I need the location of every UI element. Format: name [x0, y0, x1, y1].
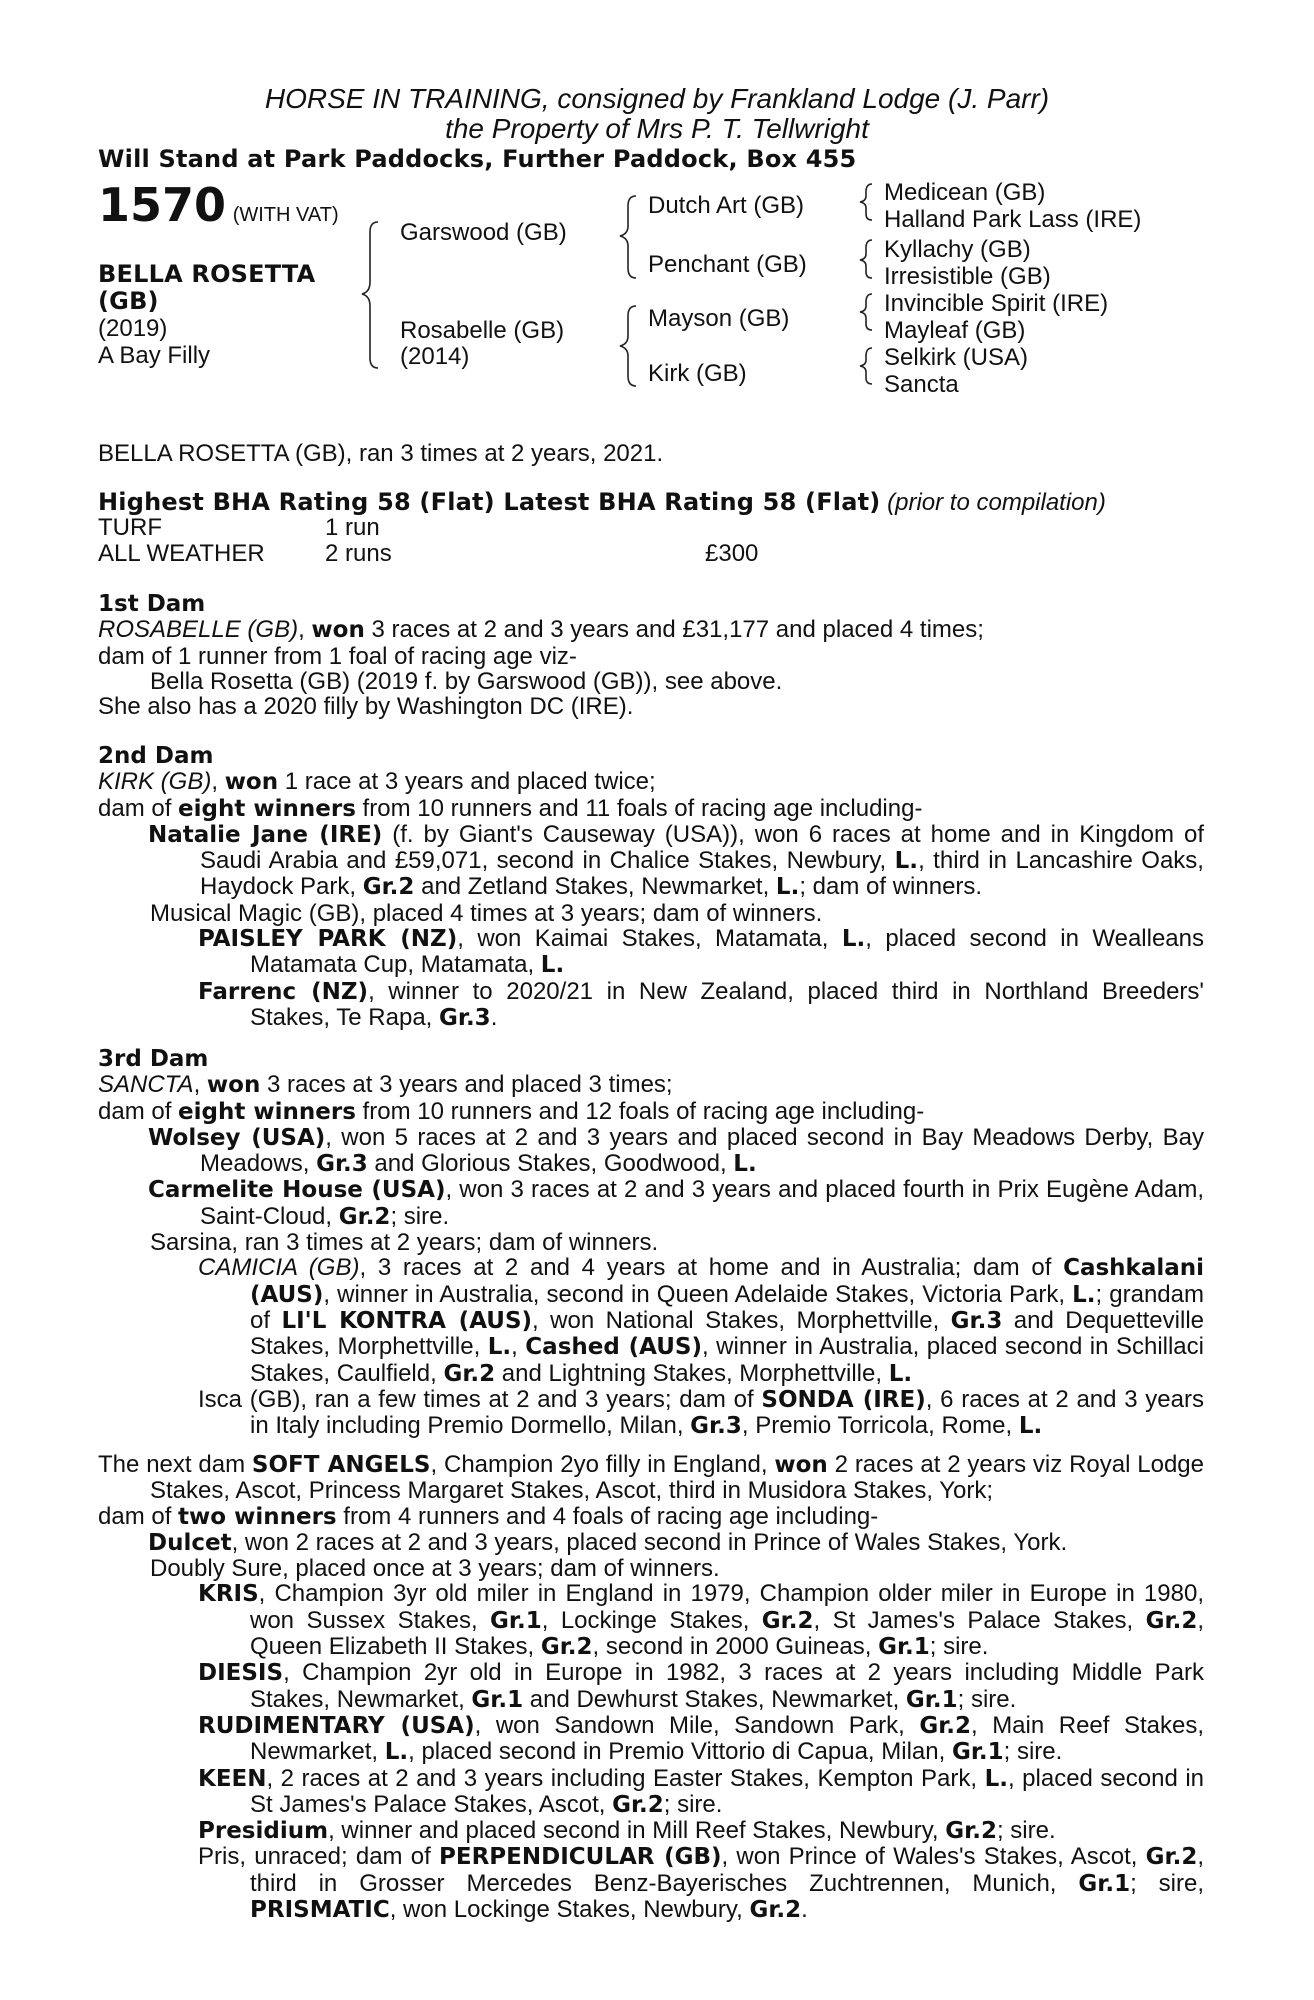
grade: L. — [894, 848, 919, 875]
third-dam-heading: 3rd Dam — [98, 1046, 209, 1072]
gg-sss: Medicean (GB) — [884, 179, 1046, 206]
grade: Gr.1 — [951, 1739, 1004, 1766]
won-label: won — [206, 1072, 261, 1099]
gg-dds: Selkirk (USA) — [884, 344, 1029, 371]
text: , won 2 races at 2 and 3 years, placed second in Prince of Wales Stakes, York. — [231, 1528, 1068, 1556]
winners-count: two winners — [178, 1503, 337, 1530]
grade: Gr.3 — [950, 1307, 1003, 1334]
grade: Gr.2 — [612, 1791, 664, 1818]
second-dam-section: 2nd Dam KIRK (GB), won 1 race at 3 years and placed twice; dam of eight winners from 10 runners and 11 foals of racing age including- Natalie Jane (IRE) (f. by Giant's Causeway (USA)), won 6 races at home and in Kingdom of Saudi Arabia and £59,071, second in Chalice Stakes, Newbury, L., third in Lancashire Oaks, Haydock Park, Gr.2 and Zetland Stakes, Newmarket, L.; dam of winners. Musical Magic (GB), placed 4 times at 3 years; dam of winners. PAISLEY PARK (NZ), won Kaimai Stakes, Matamata, L., placed second in Wealleans Matamata Cup, Matamata, L. Farrenc (NZ), winner to 2020/21 in New Zealand, placed third in Northland Breeders' Stakes, Te Rapa, Gr.3. — [98, 743, 1204, 1031]
grade: Gr.2 — [1145, 1844, 1198, 1871]
presidium-entry — [98, 1818, 1204, 1844]
horse-name: RUDIMENTARY (USA) — [198, 1712, 475, 1739]
grade: Gr.3 — [690, 1413, 742, 1440]
second-dam-heading: 2nd Dam — [98, 743, 214, 769]
dulcet-entry — [98, 1530, 1204, 1556]
horse-name: KRIS — [198, 1581, 259, 1608]
aw-prize: £300 — [705, 540, 759, 567]
text: . — [490, 1003, 498, 1031]
sire-dam: Penchant (GB) — [648, 251, 807, 278]
keen-entry — [98, 1766, 1204, 1819]
text: and Dequetteville Stakes, Morphettville, — [250, 1306, 1204, 1361]
grade: Gr.2 — [945, 1818, 997, 1845]
horse-name: KEEN — [198, 1765, 267, 1792]
text: ; sire. — [929, 1633, 989, 1661]
musical-magic-entry: Musical Magic (GB), placed 4 times at 3 years; dam of winners. — [150, 899, 823, 927]
wolsey-entry — [98, 1125, 1204, 1178]
gg-dsd: Mayleaf (GB) — [884, 317, 1026, 344]
won-label: won — [774, 1452, 828, 1478]
text: ; sire. — [1003, 1738, 1063, 1766]
horse-name: DIESIS — [198, 1660, 284, 1687]
dam-sire: Mayson (GB) — [648, 305, 790, 332]
doubly-sure-entry: Doubly Sure, placed once at 3 years; dam of winners. — [150, 1555, 720, 1583]
farrenc-entry — [98, 979, 1204, 1032]
third-dam-section: 3rd Dam SANCTA, won 3 races at 3 years and placed 3 times; dam of eight winners from 10 runners and 12 foals of racing age including- Wolsey (USA), won 5 races at 2 and 3 years and placed second in Bay Meadows Derby, Bay Meadows, Gr.3 and Glorious Stakes, Goodwood, L. Carmelite House (USA), won 3 races at 2 and 3 years and placed fourth in Prix Eugène Adam, Saint-Cloud, Gr.2; sire. Sarsina, ran 3 times at 2 years; dam of winners. CAMICIA (GB), 3 races at 2 and 4 years at home and in Australia; dam of Cashkalani (AUS), winner in Australia, second in Queen Adelaide Stakes, Victoria Park, L.; grandam of LI'L KONTRA (AUS), won National Stakes, Morphettville, Gr.3 and Dequetteville Stakes, Morphettville, L., Cashed (AUS), winner in Australia, placed second in Schillaci Stakes, Caulfield, Gr.2 and Lightning Stakes, Morphettville, L. Isca (GB), ran a few times at 2 and 3 years; dam of SONDA (IRE), 6 races at 2 and 3 years in Italy including Premio Dormello, Milan, Gr.3, Premio Torricola, Rome, L. — [98, 1046, 1205, 1440]
third-dam-name: SANCTA — [98, 1071, 194, 1099]
grade: L. — [733, 1151, 757, 1178]
gg-sdd: Irresistible (GB) — [884, 263, 1051, 290]
text: ; sire. — [390, 1202, 450, 1230]
gg-ssd: Halland Park Lass (IRE) — [884, 206, 1142, 233]
aw-label: ALL WEATHER — [98, 540, 265, 567]
horse-name: PRISMATIC — [250, 1897, 390, 1924]
text: The next dam — [98, 1451, 252, 1478]
text: , third in Grosser Mercedes Benz-Bayerisches Zuchtrennen, Munich, — [250, 1843, 1204, 1897]
grade: Gr.2 — [540, 1634, 593, 1661]
horse-name: PERPENDICULAR (GB) — [439, 1844, 722, 1871]
next-dam-intro — [98, 1452, 1204, 1504]
horse-name: CAMICIA (GB) — [198, 1254, 360, 1282]
rudimentary-entry — [98, 1713, 1204, 1766]
turf-runs: 1 run — [325, 514, 380, 541]
turf-label: TURF — [98, 514, 162, 541]
text: (f. by Giant's Causeway (USA)), won 6 races at home and in Kingdom of Saudi Arabia and £59,071, second in Chalice Stakes, Newbury, — [200, 820, 1204, 875]
text: ; dam of winners. — [799, 873, 983, 901]
text: , Champion 2yo filly in England, — [430, 1451, 775, 1478]
grade: L. — [841, 926, 866, 953]
text: , won Sandown Mile, Sandown Park, — [474, 1711, 920, 1739]
text: , Lockinge Stakes, — [541, 1606, 762, 1634]
text: , won 3 races at 2 and 3 years and placed fourth in Prix Eugène Adam, Saint-Cloud, — [200, 1176, 1204, 1230]
text: from 10 runners and 12 foals of racing age including- — [355, 1097, 925, 1125]
grade: Gr.1 — [905, 1686, 958, 1713]
dam: Rosabelle (GB) — [400, 317, 565, 344]
grade: Gr.2 — [443, 1360, 496, 1387]
won-label: won — [311, 617, 365, 644]
horse-name: Cashkalani (AUS) — [250, 1255, 1205, 1308]
vat-note: (WITH VAT) — [232, 204, 339, 226]
horse-name: SONDA (IRE) — [761, 1386, 926, 1413]
grade: Gr.2 — [362, 874, 415, 901]
text: dam of — [98, 1097, 179, 1125]
aw-runs: 2 runs — [325, 540, 392, 567]
grade: Gr.2 — [338, 1203, 391, 1230]
text: ; sire. — [663, 1790, 723, 1818]
dam-brace — [620, 306, 636, 386]
text: and Dewhurst Stakes, Newmarket, — [523, 1685, 906, 1713]
horse-name: Presidium — [198, 1818, 329, 1845]
carmelite-house-entry — [98, 1177, 1204, 1230]
grade: L. — [775, 874, 800, 901]
ratings-note: (prior to compilation) — [887, 489, 1106, 516]
won-label: won — [224, 769, 279, 796]
text: dam of — [98, 1502, 179, 1530]
dam-dam: Kirk (GB) — [648, 360, 747, 387]
first-dam-foal: Bella Rosetta (GB) (2019 f. by Garswood (GB)), see above. — [150, 667, 783, 695]
text: , second in 2000 Guineas, — [592, 1633, 879, 1661]
horse-name: Wolsey (USA) — [148, 1124, 326, 1151]
text: , winner to 2020/21 in New Zealand, placed third in Northland Breeders' Stakes, Te Rapa, — [250, 977, 1204, 1031]
race-summary: BELLA ROSETTA (GB), ran 3 times at 2 years, 2021. — [98, 440, 664, 467]
horse-name: Farrenc (NZ) — [198, 978, 369, 1005]
lot-number: 1570 — [98, 178, 227, 232]
sarsina-entry: Sarsina, ran 3 times at 2 years; dam of winners. — [150, 1229, 659, 1257]
grade: Gr.2 — [1145, 1607, 1198, 1634]
text: and Zetland Stakes, Newmarket, — [414, 873, 776, 901]
grade: Gr.3 — [439, 1004, 491, 1031]
text: , third in Lancashire Oaks, Haydock Park, — [200, 847, 1204, 901]
gg-sds: Kyllachy (GB) — [884, 236, 1031, 263]
text: , Premio Torricola, Rome, — [741, 1412, 1019, 1440]
first-dam-produce: dam of 1 runner from 1 foal of racing age viz- — [98, 642, 577, 670]
text: and Lightning Stakes, Morphettville, — [495, 1359, 889, 1387]
grade: Gr.1 — [490, 1607, 542, 1634]
bha-ratings-text: Highest BHA Rating 58 (Flat) Latest BHA Rating 58 (Flat) — [98, 488, 881, 516]
grade: L. — [1072, 1281, 1096, 1308]
horse-name: Dulcet — [148, 1529, 232, 1556]
text: , 3 races at 2 and 4 years at home and in Australia; dam of — [359, 1254, 1064, 1282]
grade: Gr.1 — [1078, 1870, 1131, 1897]
text: , won National Stakes, Morphettville, — [532, 1306, 951, 1334]
main-brace — [362, 222, 378, 368]
text: , winner and placed second in Mill Reef Stakes, Newbury, — [328, 1817, 946, 1845]
text: ; grandam of — [250, 1280, 1204, 1334]
foaling-year: (2019) — [98, 315, 168, 342]
first-dam-section: 1st Dam ROSABELLE (GB), won 3 races at 2 and 3 years and £31,177 and placed 4 times; dam of 1 runner from 1 foal of racing age viz- Bella Rosetta (GB) (2019 f. by Garswood (GB)), see above. She also has a 2020 filly by Washington DC (IRE). — [98, 591, 1204, 719]
text: , — [511, 1333, 526, 1361]
sire-brace — [620, 196, 636, 278]
text: dam of — [98, 794, 179, 822]
text: . — [801, 1896, 808, 1924]
text: , placed second in St James's Palace Stakes, Ascot, — [250, 1764, 1204, 1818]
next-dam-section — [98, 1452, 1204, 1923]
text: Isca (GB), ran a few times at 2 and 3 years; dam of — [198, 1385, 762, 1413]
text: , won Prince of Wales's Stakes, Ascot, — [721, 1843, 1146, 1871]
third-dam-record: 3 races at 3 years and placed 3 times; — [260, 1071, 673, 1099]
consignment-title: HORSE IN TRAINING, consigned by Frankland Lodge (J. Parr) — [264, 83, 1050, 114]
first-dam-note: She also has a 2020 filly by Washington DC (IRE). — [98, 693, 634, 721]
text: , won 5 races at 2 and 3 years and placed second in Bay Meadows Derby, Bay Meadows, — [200, 1123, 1204, 1178]
text: ; sire. — [957, 1685, 1017, 1713]
text: , 6 races at 2 and 3 years in Italy including Premio Dormello, Milan, — [250, 1385, 1204, 1440]
text: , placed second in Wealleans Matamata Cup, Matamata, — [250, 925, 1204, 979]
isca-entry — [98, 1387, 1204, 1440]
grade: L. — [384, 1739, 409, 1766]
winners-count: eight winners — [178, 1098, 356, 1125]
stand-location: Will Stand at Park Paddocks, Further Paddock, Box 455 — [98, 145, 857, 173]
grade: L. — [487, 1334, 512, 1361]
text: from 10 runners and 11 foals of racing age including- — [355, 794, 923, 822]
text: ; sire, — [1130, 1869, 1205, 1897]
text: , St James's Palace Stakes, — [813, 1606, 1146, 1634]
text: , Champion 3yr old miler in England in 1979, Champion older miler in Europe in 1980, won Sussex Stakes, — [250, 1580, 1204, 1634]
kris-entry — [98, 1581, 1204, 1660]
first-dam-name: ROSABELLE (GB) — [98, 616, 299, 644]
grade: L. — [984, 1765, 1008, 1792]
grade: Gr.2 — [919, 1712, 971, 1739]
text: 2 races at 2 years viz Royal Lodge Stakes, Ascot, Princess Margaret Stakes, Ascot, third in Musidora Stakes, York; — [150, 1451, 1205, 1505]
grade: Gr.2 — [749, 1897, 802, 1924]
grade: L. — [1018, 1413, 1043, 1440]
text: from 4 runners and 4 foals of racing age including- — [336, 1502, 879, 1530]
diesis-entry — [98, 1660, 1204, 1713]
first-dam-record: 3 races at 2 and 3 years and £31,177 and placed 4 times; — [364, 616, 984, 644]
horse-description: A Bay Filly — [98, 342, 211, 369]
text: , Queen Elizabeth II Stakes, — [250, 1606, 1205, 1661]
grade: Gr.1 — [878, 1634, 930, 1661]
horse-name: Carmelite House (USA) — [148, 1177, 446, 1204]
text: , won Lockinge Stakes, Newbury, — [389, 1896, 750, 1924]
text: , won Kaimai Stakes, Matamata, — [457, 925, 842, 953]
text: , winner in Australia, placed second in Schillaci Stakes, Caulfield, — [250, 1333, 1204, 1387]
gg-ddd: Sancta — [884, 371, 959, 398]
grade: L. — [540, 952, 565, 979]
natalie-jane-entry — [98, 822, 1204, 901]
dam-year: (2014) — [400, 343, 470, 370]
pris-entry — [98, 1844, 1204, 1923]
sire-sire: Dutch Art (GB) — [648, 192, 805, 219]
gg-dss: Invincible Spirit (IRE) — [884, 290, 1109, 317]
text: , 2 races at 2 and 3 years including Easter Stakes, Kempton Park, — [266, 1764, 985, 1792]
text: ; sire. — [996, 1817, 1056, 1845]
horse-name: Natalie Jane (IRE) — [148, 821, 383, 848]
first-dam-heading: 1st Dam — [98, 591, 206, 617]
grade: Gr.1 — [471, 1686, 524, 1713]
sire: Garswood (GB) — [400, 219, 567, 246]
horse-name: Cashed (AUS) — [525, 1334, 703, 1361]
text: and Glorious Stakes, Goodwood, — [367, 1150, 734, 1178]
horse-name-country: (GB) — [98, 287, 159, 315]
paisley-park-entry — [98, 926, 1204, 979]
grade: L. — [888, 1360, 913, 1387]
winners-count: eight winners — [178, 795, 356, 822]
horse-name: PAISLEY PARK (NZ) — [198, 926, 458, 953]
grade: Gr.3 — [316, 1151, 368, 1178]
text: Pris, unraced; dam of — [198, 1843, 440, 1871]
text: , Champion 2yr old in Europe in 1982, 3 races at 2 years including Middle Park Stakes, Newmarket, — [250, 1659, 1204, 1713]
text: , Main Reef Stakes, Newmarket, — [250, 1711, 1204, 1766]
text: , placed second in Premio Vittorio di Capua, Milan, — [408, 1738, 952, 1766]
second-dam-name: KIRK (GB) — [98, 768, 212, 796]
second-dam-record: 1 race at 3 years and placed twice; — [278, 768, 656, 796]
horse-name: BELLA ROSETTA — [98, 260, 316, 288]
camicia-entry — [98, 1255, 1204, 1386]
property-of: the Property of Mrs P. T. Tellwright — [445, 113, 869, 144]
horse-name: LI'L KONTRA (AUS) — [281, 1307, 533, 1334]
bha-ratings — [98, 490, 1106, 515]
text: , winner in Australia, second in Queen Adelaide Stakes, Victoria Park, — [323, 1280, 1073, 1308]
grade: Gr.2 — [761, 1607, 814, 1634]
next-dam-name: SOFT ANGELS — [251, 1452, 431, 1478]
